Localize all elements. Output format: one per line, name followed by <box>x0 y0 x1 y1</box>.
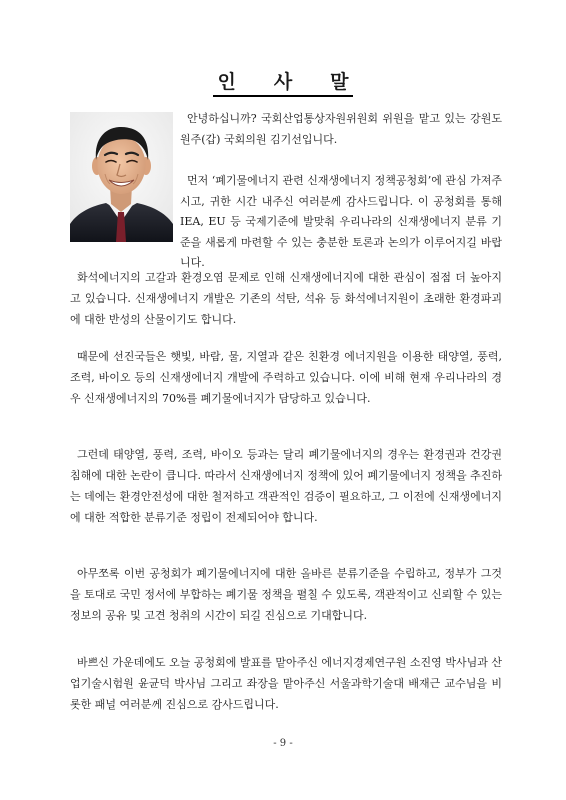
intro-greeting: 안녕하십니까? 국회산업통상자원위원회 위원을 맡고 있는 강원도 원주(갑) 국회의원 김기선입니다. <box>180 112 502 146</box>
body-paragraph-1: 화석에너지의 고갈과 환경오염 문제로 인해 신재생에너지에 대한 관심이 점점 더 높아지고 있습니다. 신재생에너지 개발은 기존의 석탄, 석유 등 화석에너지원이 초래한 환경파괴에 대한 반성의 산물이기도 합니다. <box>70 271 502 326</box>
page-title-char-1: 인 <box>217 71 236 93</box>
body-paragraph-2: 때문에 선진국들은 햇빛, 바람, 물, 지열과 같은 친환경 에너지원을 이용한 태양열, 풍력, 조력, 바이오 등의 신재생에너지 개발에 주력하고 있습니다. 이에 비해 현재 우리나라의 경우 신재생에너지의 70%를 폐기물에너지가 담당하고 있습니다. <box>70 350 502 405</box>
body-paragraph-4: 아무쪼록 이번 공청회가 폐기물에너지에 대한 올바른 분류기준을 수립하고, 정부가 그것을 토대로 국민 정서에 부합하는 폐기물 정책을 펼칠 수 있도록, 객관적이고 신뢰할 수 있는 정보의 공유 및 고견 청취의 시간이 되길 진심으로 기대합니다. <box>70 567 502 622</box>
portrait-photo <box>70 112 173 242</box>
page-title-char-3: 말 <box>330 71 349 93</box>
page-title-underline <box>213 70 352 97</box>
page-number: - 9 - <box>273 738 293 749</box>
body-paragraph-5: 바쁘신 가운데에도 오늘 공청회에 발표를 맡아주신 에너지경제연구원 소진영 박사님과 산업기술시험원 윤균덕 박사님 그리고 좌장을 맡아주신 서울과학기술대 배재근 교수님을 비롯한 패널 여러분께 진심으로 감사드립니다. <box>70 656 502 711</box>
page-title-char-2: 사 <box>273 71 293 93</box>
intro-thanks: 먼저 ‘폐기물에너지 관련 신재생에너지 정책공청회’에 관심 가져주시고, 귀한 시간 내주신 여러분께 감사드립니다. 이 공청회를 통해 IEA, EU 등 국제기준에 발맞춰 우리나라의 신재생에너지 분류 기준을 새롭게 마련할 수 있는 충분한 토론과 논의가 이루어지길 바랍니다. <box>180 174 502 269</box>
body-paragraph-3: 그런데 태양열, 풍력, 조력, 바이오 등과는 달리 폐기물에너지의 경우는 환경권과 건강권 침해에 대한 논란이 큽니다. 따라서 신재생에너지 정책에 있어 폐기물에너지 정책을 추진하는 데에는 환경안전성에 대한 철저하고 객관적인 검증이 필요하고, 그 이전에 신재생에너지에 대한 적합한 분류기준 정립이 전제되어야 합니다. <box>70 448 502 524</box>
page-title <box>0 70 566 97</box>
